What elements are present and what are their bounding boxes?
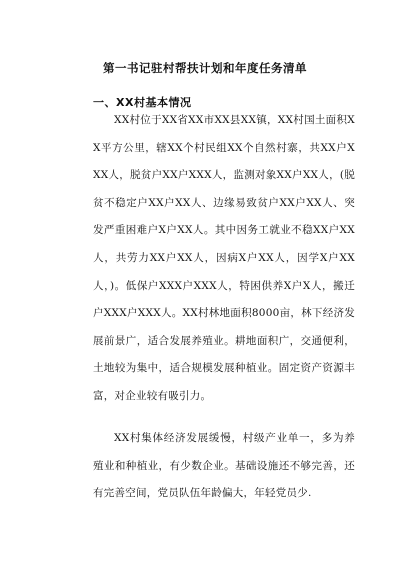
document-title: 第一书记驻村帮扶计划和年度任务清单 xyxy=(103,61,307,75)
section-heading: 一、XX村基本情况 xyxy=(93,96,192,109)
paragraph-basic-info: XX村位于XX省XX市XX县XX镇，XX村国土面积XX平方公里，辖XX个村民组XX个自然村寨，共XX户XXX人，脱贫户XX户XXX人，监测对象XX户XX人，(脱贫不稳定户XX户XX人、边缘易致贫户XX户XX人、突发严重困难户X户XX人。其中因务工就业不稳XX户XX人，共劳力XX户XX人，因病X户XX人，因学X户XX人，)。低保户XXX户XXX人，特困供养X户X人，搬迁户XXX户XXX人。XX村林地面积8000亩，林下经济发展前景广，适合发展养殖业。耕地面积广，交通便利，土地较为集中，适合规模发展种植业。固定资产资源丰富，对企业较有吸引力。 xyxy=(93,114,355,402)
paragraph-economy: XX村集体经济发展缓慢，村级产业单一，多为养殖业和种植业，有少数企业。基础设施还不够完善，还有完善空间，党员队伍年龄偏大，年轻党员少. xyxy=(93,432,355,500)
